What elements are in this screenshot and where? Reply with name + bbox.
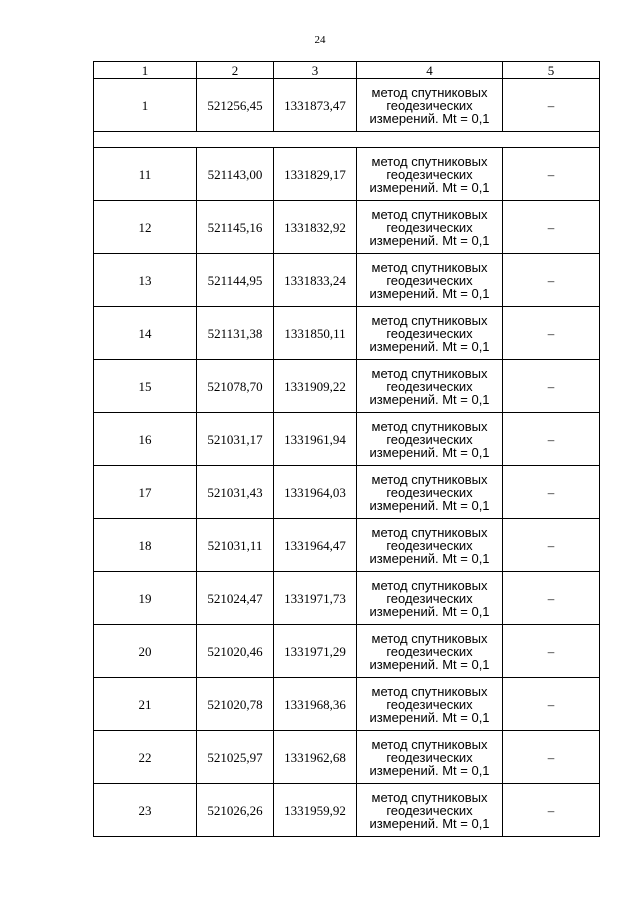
method-line-3: измерений. Mt = 0,1: [369, 338, 490, 354]
table-row: [94, 519, 600, 572]
point-number-cell: 14: [94, 307, 197, 360]
method-cell: [357, 678, 503, 731]
table-row: [94, 413, 600, 466]
method-line-3: измерений. Mt = 0,1: [369, 391, 490, 407]
y-coordinate-cell: 1331971,73: [274, 572, 357, 625]
point-number-cell: 17: [94, 466, 197, 519]
header-col-5: 5: [503, 62, 600, 79]
y-coordinate-cell: 1331964,47: [274, 519, 357, 572]
x-coordinate-cell: 521024,47: [197, 572, 274, 625]
method-cell: [357, 466, 503, 519]
table-row: [94, 572, 600, 625]
method-line-3: измерений. Mt = 0,1: [369, 550, 490, 566]
separator-row: [94, 132, 600, 148]
method-line-1: метод спутниковых: [371, 736, 488, 752]
point-number-cell: 13: [94, 254, 197, 307]
x-coordinate-cell: 521025,97: [197, 731, 274, 784]
table-row: [94, 148, 600, 201]
method-line-1: метод спутниковых: [371, 577, 488, 593]
x-coordinate-cell: 521078,70: [197, 360, 274, 413]
point-number-cell: 11: [94, 148, 197, 201]
header-col-1: 1: [94, 62, 197, 79]
method-line-1: метод спутниковых: [371, 84, 488, 100]
note-cell: –: [503, 360, 600, 413]
method-line-2: геодезических: [386, 325, 473, 341]
method-line-3: измерений. Mt = 0,1: [369, 497, 490, 513]
note-cell: –: [503, 201, 600, 254]
x-coordinate-cell: 521031,11: [197, 519, 274, 572]
x-coordinate-cell: 521020,46: [197, 625, 274, 678]
y-coordinate-cell: 1331873,47: [274, 79, 357, 132]
y-coordinate-cell: 1331850,11: [274, 307, 357, 360]
method-line-2: геодезических: [386, 537, 473, 553]
method-cell: [357, 519, 503, 572]
method-cell: [357, 360, 503, 413]
point-number-cell: 12: [94, 201, 197, 254]
note-cell: –: [503, 148, 600, 201]
header-row: [94, 62, 600, 79]
table-row: [94, 784, 600, 837]
point-number-cell: 1: [94, 79, 197, 132]
y-coordinate-cell: 1331961,94: [274, 413, 357, 466]
note-cell: –: [503, 519, 600, 572]
method-line-2: геодезических: [386, 166, 473, 182]
note-cell: –: [503, 466, 600, 519]
method-cell: [357, 148, 503, 201]
method-cell: [357, 572, 503, 625]
x-coordinate-cell: 521144,95: [197, 254, 274, 307]
method-line-2: геодезических: [386, 378, 473, 394]
table-row: [94, 678, 600, 731]
method-cell: [357, 413, 503, 466]
method-line-1: метод спутниковых: [371, 418, 488, 434]
x-coordinate-cell: 521143,00: [197, 148, 274, 201]
method-line-3: измерений. Mt = 0,1: [369, 444, 490, 460]
note-cell: –: [503, 79, 600, 132]
method-line-2: геодезических: [386, 272, 473, 288]
x-coordinate-cell: 521256,45: [197, 79, 274, 132]
point-number-cell: 16: [94, 413, 197, 466]
header-col-3: 3: [274, 62, 357, 79]
x-coordinate-cell: 521031,17: [197, 413, 274, 466]
note-cell: –: [503, 413, 600, 466]
point-number-cell: 19: [94, 572, 197, 625]
table-body: [94, 79, 600, 837]
method-line-2: геодезических: [386, 802, 473, 818]
point-number-cell: 21: [94, 678, 197, 731]
coordinates-table: [93, 61, 600, 837]
separator-cell: [94, 132, 600, 148]
note-cell: –: [503, 254, 600, 307]
point-number-cell: 22: [94, 731, 197, 784]
method-line-3: измерений. Mt = 0,1: [369, 603, 490, 619]
method-line-1: метод спутниковых: [371, 206, 488, 222]
x-coordinate-cell: 521145,16: [197, 201, 274, 254]
method-line-3: измерений. Mt = 0,1: [369, 815, 490, 831]
x-coordinate-cell: 521031,43: [197, 466, 274, 519]
table-header: [94, 62, 600, 79]
y-coordinate-cell: 1331971,29: [274, 625, 357, 678]
y-coordinate-cell: 1331959,92: [274, 784, 357, 837]
method-line-2: геодезических: [386, 484, 473, 500]
point-number-cell: 20: [94, 625, 197, 678]
method-line-2: геодезических: [386, 643, 473, 659]
header-col-2: 2: [197, 62, 274, 79]
method-line-2: геодезических: [386, 219, 473, 235]
method-cell: [357, 79, 503, 132]
y-coordinate-cell: 1331832,92: [274, 201, 357, 254]
method-line-2: геодезических: [386, 590, 473, 606]
table-row: [94, 731, 600, 784]
method-cell: [357, 731, 503, 784]
page-number: 24: [314, 34, 326, 46]
method-line-2: геодезических: [386, 431, 473, 447]
method-line-1: метод спутниковых: [371, 630, 488, 646]
method-line-3: измерений. Mt = 0,1: [369, 232, 490, 248]
note-cell: –: [503, 572, 600, 625]
table-row: [94, 466, 600, 519]
method-line-1: метод спутниковых: [371, 789, 488, 805]
note-cell: –: [503, 731, 600, 784]
method-line-1: метод спутниковых: [371, 153, 488, 169]
table-row: [94, 307, 600, 360]
point-number-cell: 15: [94, 360, 197, 413]
table-row: [94, 79, 600, 132]
method-cell: [357, 254, 503, 307]
header-col-4: 4: [357, 62, 503, 79]
method-line-3: измерений. Mt = 0,1: [369, 709, 490, 725]
y-coordinate-cell: 1331909,22: [274, 360, 357, 413]
y-coordinate-cell: 1331964,03: [274, 466, 357, 519]
method-line-3: измерений. Mt = 0,1: [369, 110, 490, 126]
method-cell: [357, 201, 503, 254]
method-line-1: метод спутниковых: [371, 471, 488, 487]
note-cell: –: [503, 784, 600, 837]
y-coordinate-cell: 1331962,68: [274, 731, 357, 784]
method-line-2: геодезических: [386, 749, 473, 765]
table-row: [94, 254, 600, 307]
y-coordinate-cell: 1331968,36: [274, 678, 357, 731]
table-row: [94, 201, 600, 254]
note-cell: –: [503, 625, 600, 678]
point-number-cell: 18: [94, 519, 197, 572]
y-coordinate-cell: 1331833,24: [274, 254, 357, 307]
x-coordinate-cell: 521131,38: [197, 307, 274, 360]
method-line-1: метод спутниковых: [371, 259, 488, 275]
table-row: [94, 625, 600, 678]
method-line-1: метод спутниковых: [371, 524, 488, 540]
method-cell: [357, 307, 503, 360]
method-line-2: геодезических: [386, 97, 473, 113]
method-cell: [357, 784, 503, 837]
method-line-3: измерений. Mt = 0,1: [369, 285, 490, 301]
method-cell: [357, 625, 503, 678]
method-line-3: измерений. Mt = 0,1: [369, 762, 490, 778]
method-line-3: измерений. Mt = 0,1: [369, 656, 490, 672]
method-line-3: измерений. Mt = 0,1: [369, 179, 490, 195]
table-row: [94, 360, 600, 413]
method-line-1: метод спутниковых: [371, 312, 488, 328]
x-coordinate-cell: 521020,78: [197, 678, 274, 731]
y-coordinate-cell: 1331829,17: [274, 148, 357, 201]
point-number-cell: 23: [94, 784, 197, 837]
method-line-2: геодезических: [386, 696, 473, 712]
method-line-1: метод спутниковых: [371, 683, 488, 699]
x-coordinate-cell: 521026,26: [197, 784, 274, 837]
note-cell: –: [503, 307, 600, 360]
note-cell: –: [503, 678, 600, 731]
method-line-1: метод спутниковых: [371, 365, 488, 381]
